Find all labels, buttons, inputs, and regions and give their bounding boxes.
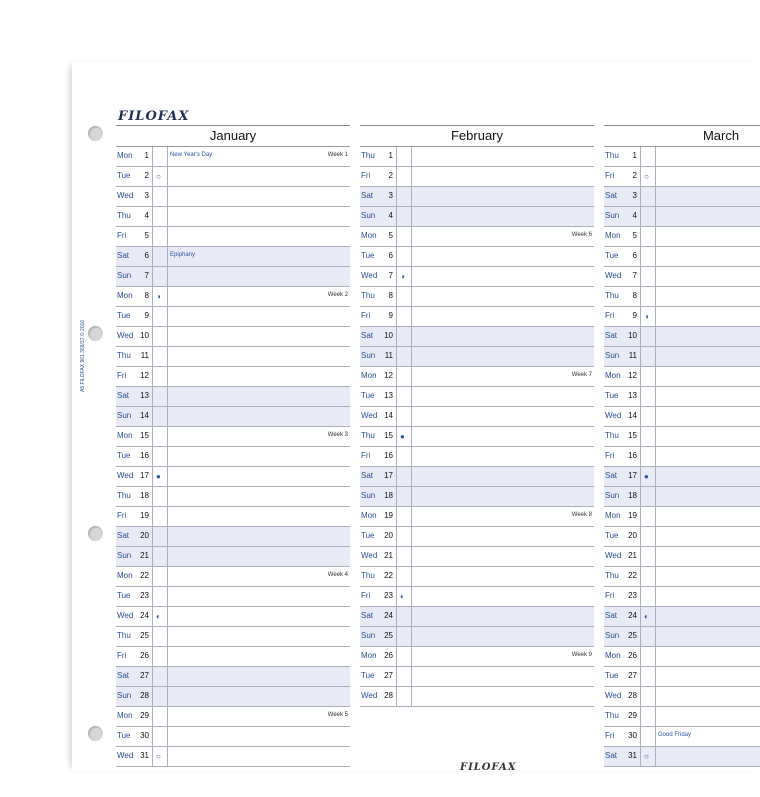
day-name: Sat (605, 611, 618, 620)
day-row[interactable] (604, 147, 760, 167)
day-name: Thu (605, 571, 619, 580)
day-number: 28 (628, 691, 637, 700)
moon-phase-icon: ● (400, 432, 405, 441)
day-number: 8 (388, 291, 393, 300)
day-row[interactable] (604, 187, 760, 207)
day-name: Sat (361, 611, 374, 620)
day-number: 16 (384, 451, 393, 460)
day-number: 11 (628, 351, 637, 360)
day-number: 4 (388, 211, 393, 220)
day-row[interactable] (604, 507, 760, 527)
day-name: Sun (117, 691, 132, 700)
punch-hole (88, 526, 103, 541)
day-name: Mon (605, 651, 621, 660)
column-divider (167, 147, 168, 767)
day-name: Sat (361, 191, 374, 200)
day-number: 15 (140, 431, 149, 440)
day-number: 23 (140, 591, 149, 600)
day-name: Wed (361, 271, 378, 280)
week-number: Week 8 (571, 512, 592, 518)
day-name: Mon (605, 231, 621, 240)
day-number: 14 (628, 411, 637, 420)
column-divider (655, 147, 656, 767)
day-number: 2 (632, 171, 637, 180)
day-row[interactable] (604, 267, 760, 287)
moon-phase-icon: ◑ (156, 292, 161, 301)
day-number: 12 (384, 371, 393, 380)
week-number: Week 6 (571, 232, 592, 238)
day-name: Wed (117, 471, 134, 480)
day-number: 17 (140, 471, 149, 480)
day-row[interactable] (604, 207, 760, 227)
week-number: Week 5 (327, 712, 348, 718)
moon-phase-icon: ◑ (400, 272, 405, 281)
moon-phase-icon: ○ (644, 172, 649, 181)
day-number: 13 (628, 391, 637, 400)
punch-hole (88, 126, 103, 141)
day-name: Mon (605, 371, 621, 380)
day-name: Wed (605, 271, 622, 280)
side-print-code: A5 FILOFAX 961 368/37 © 2016 (80, 319, 86, 392)
day-name: Sun (605, 631, 620, 640)
day-name: Tue (361, 671, 375, 680)
day-name: Tue (117, 731, 131, 740)
day-number: 26 (628, 651, 637, 660)
day-name: Thu (605, 291, 619, 300)
week-number: Week 9 (571, 652, 592, 658)
day-row[interactable] (604, 567, 760, 587)
day-number: 21 (628, 551, 637, 560)
moon-phase-icon: ◐ (156, 612, 161, 621)
day-number: 5 (388, 231, 393, 240)
day-name: Fri (117, 371, 127, 380)
day-number: 16 (628, 451, 637, 460)
day-name: Mon (361, 371, 377, 380)
day-number: 1 (632, 151, 637, 160)
day-number: 22 (384, 571, 393, 580)
punch-hole (88, 326, 103, 341)
month-title: February (360, 125, 594, 146)
day-number: 24 (384, 611, 393, 620)
day-number: 5 (632, 231, 637, 240)
day-name: Mon (361, 231, 377, 240)
day-row[interactable] (604, 407, 760, 427)
punch-hole (88, 726, 103, 741)
day-number: 29 (628, 711, 637, 720)
day-row[interactable] (604, 727, 760, 747)
column-divider (152, 147, 153, 767)
day-row[interactable] (604, 687, 760, 707)
day-row[interactable] (604, 487, 760, 507)
day-name: Wed (117, 191, 134, 200)
day-name: Sat (605, 191, 618, 200)
day-number: 27 (384, 671, 393, 680)
holiday-label: Epiphany (170, 252, 196, 258)
day-name: Mon (117, 571, 133, 580)
day-number: 28 (140, 691, 149, 700)
day-number: 12 (140, 371, 149, 380)
day-name: Thu (361, 291, 375, 300)
day-number: 19 (140, 511, 149, 520)
day-name: Wed (605, 411, 622, 420)
moon-phase-icon: ○ (156, 172, 161, 181)
day-rows (604, 146, 760, 767)
day-number: 28 (384, 691, 393, 700)
day-name: Mon (117, 151, 133, 160)
day-name: Thu (117, 631, 131, 640)
day-row[interactable] (604, 167, 760, 187)
month-title: March (604, 125, 760, 146)
day-row[interactable] (604, 367, 760, 387)
day-name: Sun (117, 551, 132, 560)
day-name: Tue (605, 671, 619, 680)
day-name: Fri (605, 311, 615, 320)
day-name: Fri (361, 451, 371, 460)
day-number: 10 (384, 331, 393, 340)
day-name: Sun (605, 491, 620, 500)
day-name: Sun (361, 491, 376, 500)
day-number: 15 (628, 431, 637, 440)
day-name: Tue (117, 171, 131, 180)
day-number: 31 (140, 751, 149, 760)
day-number: 20 (384, 531, 393, 540)
day-number: 18 (384, 491, 393, 500)
day-name: Fri (361, 591, 371, 600)
day-name: Tue (605, 251, 619, 260)
day-name: Fri (361, 171, 371, 180)
day-row[interactable] (604, 707, 760, 727)
moon-phase-icon: ◐ (400, 592, 405, 601)
day-row[interactable] (604, 607, 760, 627)
day-number: 1 (144, 151, 149, 160)
day-number: 17 (628, 471, 637, 480)
day-name: Sat (605, 331, 618, 340)
day-name: Sun (361, 631, 376, 640)
month-title: January (116, 125, 350, 146)
day-name: Tue (117, 311, 131, 320)
day-name: Wed (361, 411, 378, 420)
planner-page (72, 62, 760, 771)
day-number: 14 (140, 411, 149, 420)
day-name: Fri (605, 731, 615, 740)
day-row[interactable] (604, 427, 760, 447)
day-number: 22 (628, 571, 637, 580)
month-column-0 (116, 125, 350, 767)
week-number: Week 1 (327, 152, 348, 158)
day-number: 4 (632, 211, 637, 220)
moon-phase-icon: ◑ (644, 312, 649, 321)
day-number: 25 (628, 631, 637, 640)
day-row[interactable] (604, 547, 760, 567)
week-number: Week 7 (571, 372, 592, 378)
brand-logo: FILOFAX (118, 109, 190, 124)
day-name: Thu (605, 431, 619, 440)
day-number: 15 (384, 431, 393, 440)
day-number: 20 (628, 531, 637, 540)
moon-phase-icon: ○ (156, 752, 161, 761)
day-number: 19 (384, 511, 393, 520)
day-name: Thu (361, 431, 375, 440)
day-name: Sun (117, 411, 132, 420)
month-column-2 (604, 125, 760, 767)
day-number: 27 (140, 671, 149, 680)
day-name: Mon (605, 511, 621, 520)
day-name: Sat (605, 471, 618, 480)
day-number: 16 (140, 451, 149, 460)
day-number: 3 (144, 191, 149, 200)
day-number: 13 (384, 391, 393, 400)
day-name: Sun (361, 211, 376, 220)
day-name: Thu (117, 351, 131, 360)
day-name: Thu (361, 571, 375, 580)
holiday-label: Good Friday (658, 732, 692, 738)
column-divider (640, 147, 641, 767)
day-number: 7 (144, 271, 149, 280)
footer-brand-logo: FILOFAX (460, 762, 517, 771)
day-number: 6 (388, 251, 393, 260)
day-name: Wed (117, 611, 134, 620)
day-number: 9 (632, 311, 637, 320)
moon-phase-icon: ◐ (644, 612, 649, 621)
day-name: Mon (361, 511, 377, 520)
day-row[interactable] (604, 347, 760, 367)
day-name: Sat (117, 531, 130, 540)
day-number: 12 (628, 371, 637, 380)
day-number: 26 (384, 651, 393, 660)
day-name: Tue (117, 591, 131, 600)
day-number: 11 (384, 351, 393, 360)
day-number: 8 (632, 291, 637, 300)
day-number: 29 (140, 711, 149, 720)
day-number: 10 (140, 331, 149, 340)
day-number: 14 (384, 411, 393, 420)
day-name: Sat (117, 671, 130, 680)
day-name: Fri (605, 171, 615, 180)
day-name: Mon (361, 651, 377, 660)
day-number: 2 (388, 171, 393, 180)
day-name: Thu (605, 151, 619, 160)
day-name: Wed (605, 691, 622, 700)
day-name: Thu (361, 151, 375, 160)
day-number: 24 (628, 611, 637, 620)
day-row[interactable] (604, 227, 760, 247)
day-number: 25 (140, 631, 149, 640)
week-number: Week 4 (327, 572, 348, 578)
day-number: 2 (144, 171, 149, 180)
day-name: Fri (117, 231, 127, 240)
day-row[interactable] (604, 647, 760, 667)
day-name: Sat (605, 751, 618, 760)
column-divider (396, 147, 397, 707)
day-number: 27 (628, 671, 637, 680)
day-name: Fri (117, 651, 127, 660)
day-number: 13 (140, 391, 149, 400)
day-number: 21 (384, 551, 393, 560)
day-number: 17 (384, 471, 393, 480)
day-number: 19 (628, 511, 637, 520)
moon-phase-icon: ○ (644, 752, 649, 761)
day-name: Thu (117, 211, 131, 220)
day-name: Fri (605, 591, 615, 600)
day-name: Sat (361, 331, 374, 340)
day-row[interactable] (604, 287, 760, 307)
day-number: 4 (144, 211, 149, 220)
day-number: 18 (140, 491, 149, 500)
day-name: Tue (117, 451, 131, 460)
day-name: Tue (605, 391, 619, 400)
moon-phase-icon: ● (644, 472, 649, 481)
day-number: 7 (632, 271, 637, 280)
day-number: 30 (140, 731, 149, 740)
moon-phase-icon: ● (156, 472, 161, 481)
day-name: Tue (605, 531, 619, 540)
day-name: Tue (361, 391, 375, 400)
day-number: 18 (628, 491, 637, 500)
week-number: Week 3 (327, 432, 348, 438)
day-name: Mon (117, 711, 133, 720)
day-number: 11 (140, 351, 149, 360)
day-row[interactable] (604, 247, 760, 267)
day-name: Fri (605, 451, 615, 460)
day-name: Fri (361, 311, 371, 320)
day-number: 1 (388, 151, 393, 160)
day-name: Wed (605, 551, 622, 560)
day-name: Sun (361, 351, 376, 360)
day-name: Tue (361, 531, 375, 540)
day-row[interactable] (604, 327, 760, 347)
day-row[interactable] (604, 627, 760, 647)
day-number: 31 (628, 751, 637, 760)
column-divider (411, 147, 412, 707)
day-name: Wed (117, 751, 134, 760)
day-name: Sat (117, 251, 130, 260)
day-number: 20 (140, 531, 149, 540)
day-row[interactable] (604, 467, 760, 487)
day-name: Thu (117, 491, 131, 500)
day-number: 3 (632, 191, 637, 200)
day-number: 9 (388, 311, 393, 320)
day-name: Thu (605, 711, 619, 720)
day-number: 6 (632, 251, 637, 260)
day-name: Sun (605, 211, 620, 220)
day-number: 30 (628, 731, 637, 740)
holiday-label: New Year's Day (170, 152, 213, 158)
month-column-1 (360, 125, 594, 707)
day-number: 23 (628, 591, 637, 600)
day-number: 7 (388, 271, 393, 280)
day-name: Sat (361, 471, 374, 480)
day-number: 3 (388, 191, 393, 200)
day-name: Wed (361, 551, 378, 560)
day-number: 26 (140, 651, 149, 660)
day-name: Mon (117, 291, 133, 300)
day-number: 10 (628, 331, 637, 340)
day-row[interactable] (604, 387, 760, 407)
day-name: Sun (117, 271, 132, 280)
day-row[interactable] (604, 667, 760, 687)
day-number: 5 (144, 231, 149, 240)
day-row[interactable] (604, 587, 760, 607)
day-name: Sun (605, 351, 620, 360)
week-number: Week 2 (327, 292, 348, 298)
day-number: 6 (144, 251, 149, 260)
day-name: Sat (117, 391, 130, 400)
day-number: 21 (140, 551, 149, 560)
day-name: Wed (361, 691, 378, 700)
day-number: 9 (144, 311, 149, 320)
day-number: 25 (384, 631, 393, 640)
day-row[interactable] (604, 447, 760, 467)
day-name: Wed (117, 331, 134, 340)
day-number: 24 (140, 611, 149, 620)
day-name: Tue (361, 251, 375, 260)
day-number: 8 (144, 291, 149, 300)
day-number: 23 (384, 591, 393, 600)
day-name: Fri (117, 511, 127, 520)
day-row[interactable] (604, 527, 760, 547)
day-row[interactable] (604, 747, 760, 767)
day-row[interactable] (604, 307, 760, 327)
day-name: Mon (117, 431, 133, 440)
day-number: 22 (140, 571, 149, 580)
